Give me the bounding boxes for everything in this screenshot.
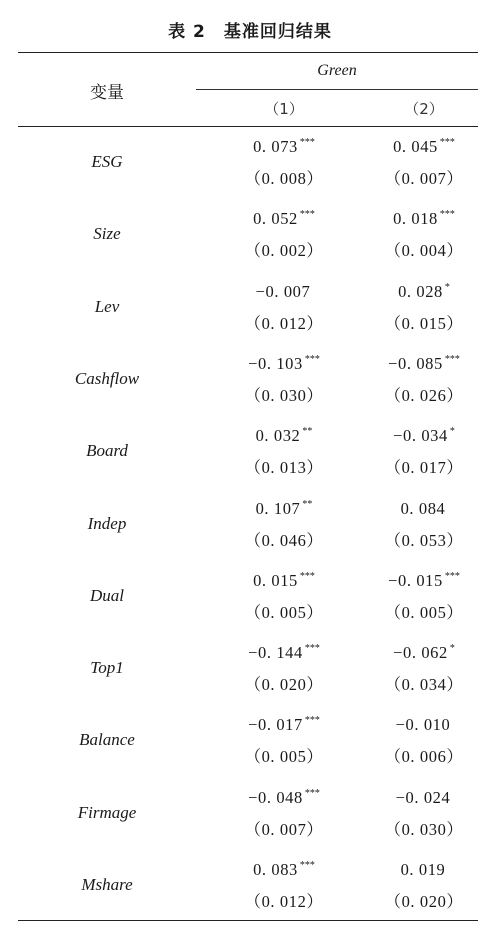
coefficient-value: 0. 084 <box>400 498 446 518</box>
header-subrule <box>196 89 478 90</box>
standard-error-cell: （0. 005） <box>244 747 324 767</box>
standard-error-cell: （0. 005） <box>244 602 324 622</box>
significance-stars: ** <box>302 498 313 510</box>
significance-stars: *** <box>304 353 320 365</box>
variable-name: Cashflow <box>74 368 140 388</box>
table-row <box>18 634 478 706</box>
significance-stars: * <box>444 281 450 293</box>
coefficient-value: 0. 073 <box>253 137 298 156</box>
table-row <box>18 562 478 634</box>
column-header-1: （1） <box>264 100 304 118</box>
coefficient-value: 0. 083 <box>253 860 298 879</box>
table-title: 表 2 基准回归结果 <box>168 22 332 42</box>
coefficient-cell <box>354 209 494 229</box>
coefficient-value: 0. 028 <box>398 281 443 301</box>
coefficient-cell <box>214 643 354 663</box>
coefficient-cell <box>354 643 494 663</box>
coefficient-cell <box>354 137 494 157</box>
coefficient-value: −0. 017 <box>248 715 303 735</box>
standard-error-cell: （0. 020） <box>244 675 324 695</box>
significance-stars: *** <box>299 860 315 871</box>
significance-stars: *** <box>439 137 455 148</box>
coefficient-cell <box>354 788 494 808</box>
standard-error-cell: （0. 017） <box>384 458 464 478</box>
coefficient-value: −0. 015 <box>388 570 443 590</box>
coefficient-cell <box>354 426 494 446</box>
coefficient-value: 0. 107 <box>255 498 301 518</box>
bottom-rule <box>18 920 478 921</box>
standard-error-cell: （0. 026） <box>384 385 464 405</box>
table-row <box>18 345 478 417</box>
coefficient-cell <box>354 499 494 519</box>
significance-stars: *** <box>304 715 320 727</box>
standard-error-cell: （0. 030） <box>384 819 464 839</box>
table-row <box>18 490 478 562</box>
variable-name: ESG <box>91 152 123 171</box>
coefficient-cell <box>214 860 354 880</box>
variable-name: Firmage <box>77 802 137 822</box>
dependent-variable-header: Green <box>317 62 357 79</box>
coefficient-value: −0. 103 <box>248 353 303 373</box>
standard-error-cell: （0. 030） <box>244 385 324 405</box>
significance-stars: *** <box>299 137 315 148</box>
variable-name: Lev <box>94 296 120 316</box>
coefficient-cell <box>214 715 354 735</box>
coefficient-value: 0. 045 <box>393 137 438 156</box>
standard-error-cell: （0. 046） <box>244 530 324 550</box>
table-row <box>18 128 478 200</box>
table-row <box>18 417 478 489</box>
coefficient-value: 0. 019 <box>400 860 446 879</box>
coefficient-cell <box>214 282 354 302</box>
standard-error-cell: （0. 015） <box>384 313 464 333</box>
coefficient-cell <box>214 788 354 808</box>
significance-stars: *** <box>439 209 455 221</box>
standard-error-cell: （0. 005） <box>384 602 464 622</box>
coefficient-cell <box>354 354 494 374</box>
standard-error-cell: （0. 006） <box>384 747 464 767</box>
coefficient-value: −0. 024 <box>395 787 451 807</box>
coefficient-value: 0. 032 <box>255 426 301 446</box>
table-row <box>18 779 478 851</box>
standard-error-cell: （0. 007） <box>384 169 464 188</box>
table-row <box>18 273 478 345</box>
significance-stars: * <box>449 426 455 438</box>
significance-stars: *** <box>304 787 320 799</box>
column-header-2: （2） <box>404 100 444 118</box>
table-row <box>18 706 478 778</box>
top-rule <box>18 52 478 53</box>
coefficient-cell <box>214 209 354 229</box>
table-row <box>18 851 478 923</box>
significance-stars: ** <box>302 426 313 438</box>
variable-name: Balance <box>79 730 135 750</box>
standard-error-cell: （0. 008） <box>244 169 324 188</box>
coefficient-value: −0. 144 <box>248 643 303 663</box>
coefficient-value: 0. 015 <box>253 570 298 590</box>
standard-error-cell: （0. 012） <box>244 313 324 333</box>
standard-error-cell: （0. 013） <box>244 458 324 478</box>
variable-name: Mshare <box>81 875 133 894</box>
coefficient-value: −0. 062 <box>393 643 448 663</box>
table-row <box>18 200 478 272</box>
coefficient-value: 0. 018 <box>393 209 438 229</box>
variable-name: Size <box>93 224 121 244</box>
standard-error-cell: （0. 004） <box>384 241 464 261</box>
variable-name: Indep <box>87 513 127 533</box>
coefficient-cell <box>214 499 354 519</box>
coefficient-cell <box>214 354 354 374</box>
variable-name: Board <box>86 441 128 461</box>
variable-name: Dual <box>90 585 124 605</box>
coefficient-value: −0. 085 <box>388 353 443 373</box>
coefficient-value: −0. 007 <box>255 281 311 301</box>
standard-error-cell: （0. 020） <box>384 892 464 911</box>
coefficient-cell <box>354 282 494 302</box>
header-bottom-rule <box>18 126 478 127</box>
standard-error-cell: （0. 007） <box>244 819 324 839</box>
coefficient-cell <box>354 715 494 735</box>
significance-stars: *** <box>304 643 320 655</box>
coefficient-value: 0. 052 <box>253 209 298 229</box>
standard-error-cell: （0. 002） <box>244 241 324 261</box>
coefficient-value: −0. 048 <box>248 787 303 807</box>
coefficient-cell <box>354 860 494 880</box>
coefficient-cell <box>214 137 354 157</box>
significance-stars: *** <box>299 570 315 582</box>
significance-stars: *** <box>444 353 460 365</box>
coefficient-cell <box>214 426 354 446</box>
standard-error-cell: （0. 034） <box>384 675 464 695</box>
variable-name: Top1 <box>90 658 124 678</box>
standard-error-cell: （0. 012） <box>244 892 324 911</box>
coefficient-value: −0. 034 <box>393 426 448 446</box>
significance-stars: *** <box>299 209 315 221</box>
coefficient-cell <box>354 571 494 591</box>
standard-error-cell: （0. 053） <box>384 530 464 550</box>
coefficient-value: −0. 010 <box>395 715 451 735</box>
coefficient-cell <box>214 571 354 591</box>
significance-stars: *** <box>444 570 460 582</box>
significance-stars: * <box>449 643 455 655</box>
variable-header: 变量 <box>90 83 124 103</box>
